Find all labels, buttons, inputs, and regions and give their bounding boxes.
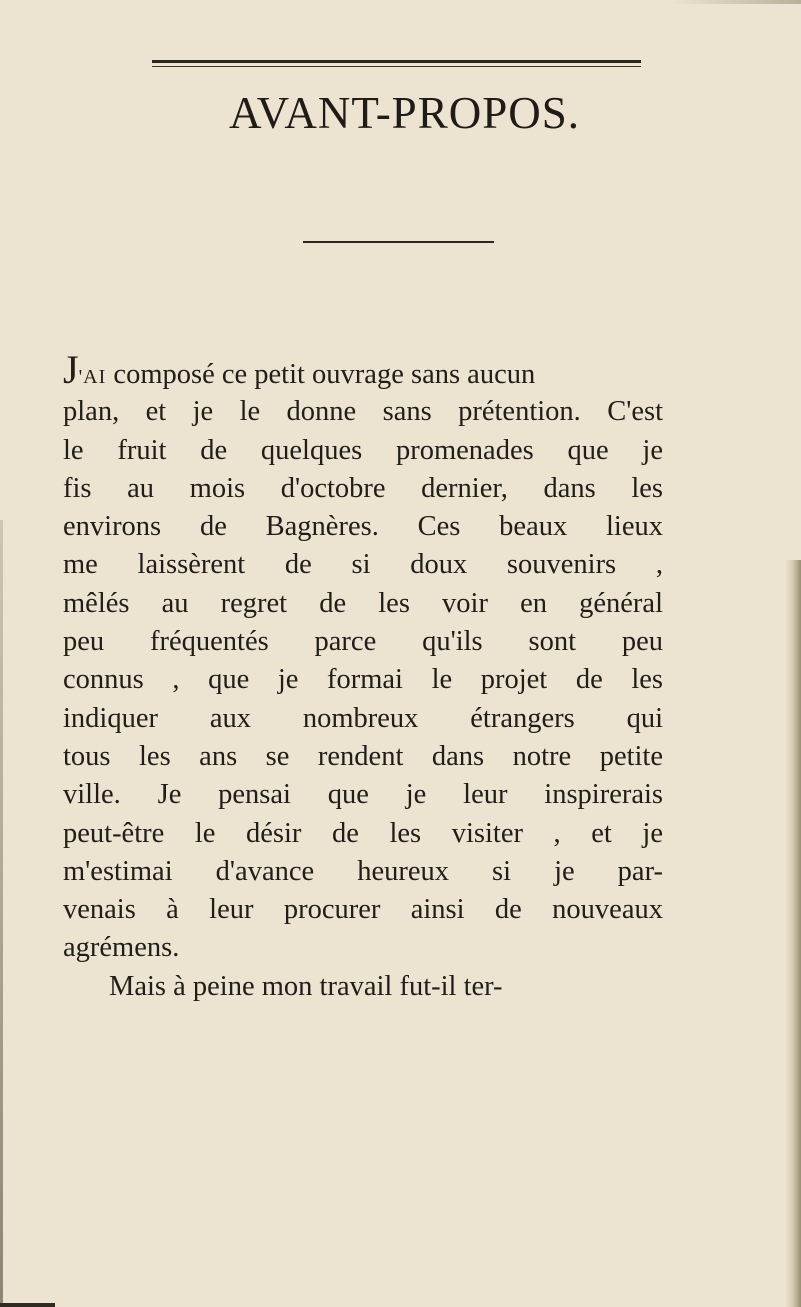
title-rule <box>303 241 494 243</box>
paragraph-end-line: agrémens. <box>63 932 180 964</box>
top-rule-thin <box>152 66 641 67</box>
page-edge-bottom <box>0 1303 55 1307</box>
drop-cap: J <box>63 347 79 392</box>
top-rule <box>152 60 641 63</box>
text-line: ville. Je pensai que je leur inspirerais <box>63 779 663 811</box>
text-line: indiquer aux nombreux étrangers qui <box>63 702 663 734</box>
text-line: tous les ans se rendent dans notre petite <box>63 740 663 772</box>
text-line: plan, et je le donne sans prétention. C'est <box>63 396 663 428</box>
second-paragraph-line: Mais à peine mon travail fut-il ter- <box>109 970 503 1002</box>
text-line: venais à leur procurer ainsi de nouveaux <box>63 894 663 926</box>
body-text <box>63 347 663 1006</box>
text-line: m'estimai d'avance heureux si je par- <box>63 855 663 887</box>
page-edge-top <box>671 0 801 4</box>
text-line: me laissèrent de si doux souvenirs , <box>63 549 663 581</box>
text-line: fis au mois d'octobre dernier, dans les <box>63 472 663 504</box>
first-line-rest: composé ce petit ouvrage sans aucun <box>106 359 536 390</box>
page-title: AVANT-PROPOS. <box>228 88 581 138</box>
text-line: peut-être le désir de les visiter , et je <box>63 817 663 849</box>
page-edge-right <box>785 560 801 1307</box>
text-line: connus , que je formai le projet de les <box>63 664 663 696</box>
page-edge-left <box>0 520 3 1307</box>
text-line-1 <box>63 347 663 393</box>
text-line: mêlés au regret de les voir en général <box>63 587 663 619</box>
small-caps-word: 'AI <box>78 366 107 388</box>
text-line: le fruit de quelques promenades que je <box>63 434 663 466</box>
text-line: peu fréquentés parce qu'ils sont peu <box>63 626 663 658</box>
text-line: environs de Bagnères. Ces beaux lieux <box>63 511 663 543</box>
